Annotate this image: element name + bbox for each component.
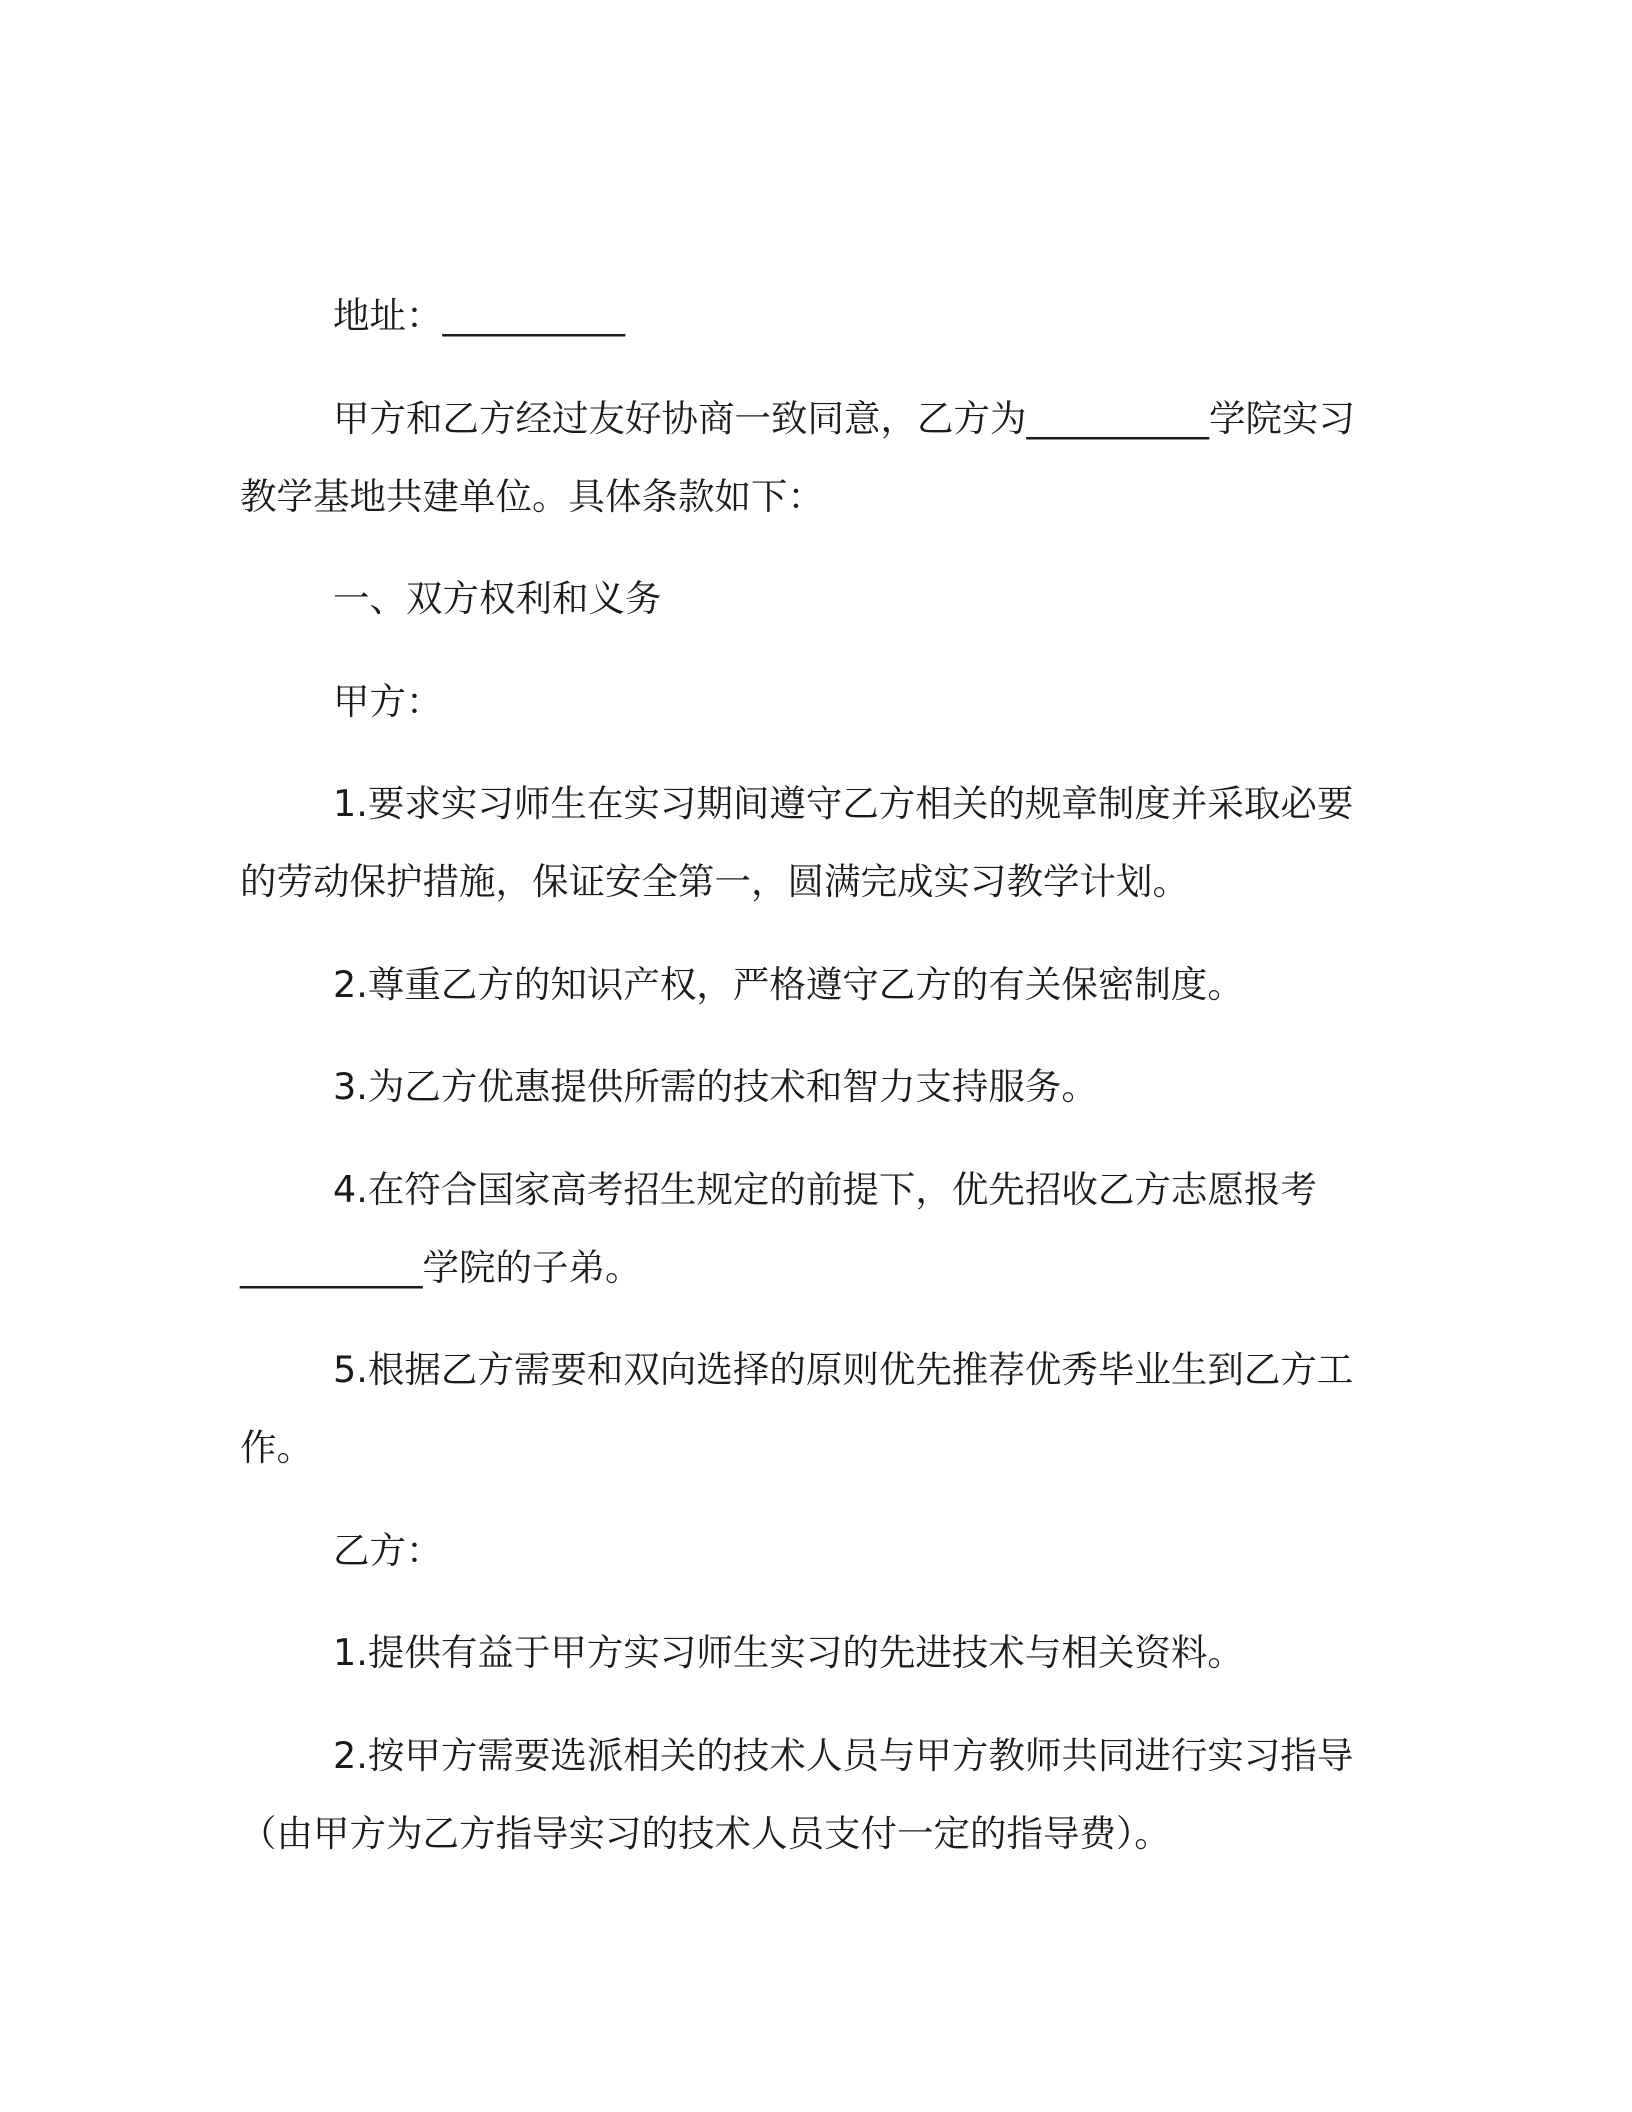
text-line: 教学基地共建单位。具体条款如下： (240, 474, 824, 518)
text-line: 一、双方权利和义务 (333, 577, 662, 620)
party-b-heading (240, 1512, 1440, 1590)
text-line: 2.尊重乙方的知识产权，严格遵守乙方的有关保密制度。 (333, 962, 1244, 1006)
text-line: 甲方： (333, 679, 443, 723)
text-line: 1.要求实习师生在实习期间遵守乙方相关的规章制度并采取必要 (333, 782, 1354, 825)
party-a-clause-4 (240, 1151, 1440, 1307)
party-a-clause-2 (240, 946, 1440, 1024)
address-line (240, 277, 1440, 355)
party-b-clause-2 (240, 1717, 1440, 1873)
text-line: __________学院的子弟。 (240, 1245, 642, 1289)
text-line: 3.为乙方优惠提供所需的技术和智力支持服务。 (333, 1065, 1098, 1108)
party-a-clause-1 (240, 765, 1440, 921)
intro-paragraph (240, 380, 1440, 536)
text-line: 4.在符合国家高考招生规定的前提下，优先招收乙方志愿报考 (333, 1167, 1317, 1211)
party-a-clause-3 (240, 1048, 1440, 1126)
party-a-clause-5 (240, 1331, 1440, 1487)
text-line: 地址：__________ (333, 294, 625, 337)
party-b-clause-1 (240, 1614, 1440, 1692)
party-a-heading (240, 663, 1440, 741)
text-line: 5.根据乙方需要和双向选择的原则优先推荐优秀毕业生到乙方工 (333, 1348, 1354, 1391)
document-body (240, 277, 1440, 1873)
text-line: （由甲方为乙方指导实习的技术人员支付一定的指导费）。 (240, 1811, 1171, 1855)
text-line: 甲方和乙方经过友好协商一致同意，乙方为__________学院实习 (333, 396, 1355, 440)
text-line: 作。 (240, 1426, 313, 1469)
section-heading (240, 560, 1440, 638)
text-line: 2.按甲方需要选派相关的技术人员与甲方教师共同进行实习指导 (333, 1733, 1354, 1777)
text-line: 乙方： (333, 1528, 443, 1572)
text-line: 的劳动保护措施，保证安全第一，圆满完成实习教学计划。 (240, 860, 1189, 903)
text-line: 1.提供有益于甲方实习师生实习的先进技术与相关资料。 (333, 1631, 1244, 1674)
